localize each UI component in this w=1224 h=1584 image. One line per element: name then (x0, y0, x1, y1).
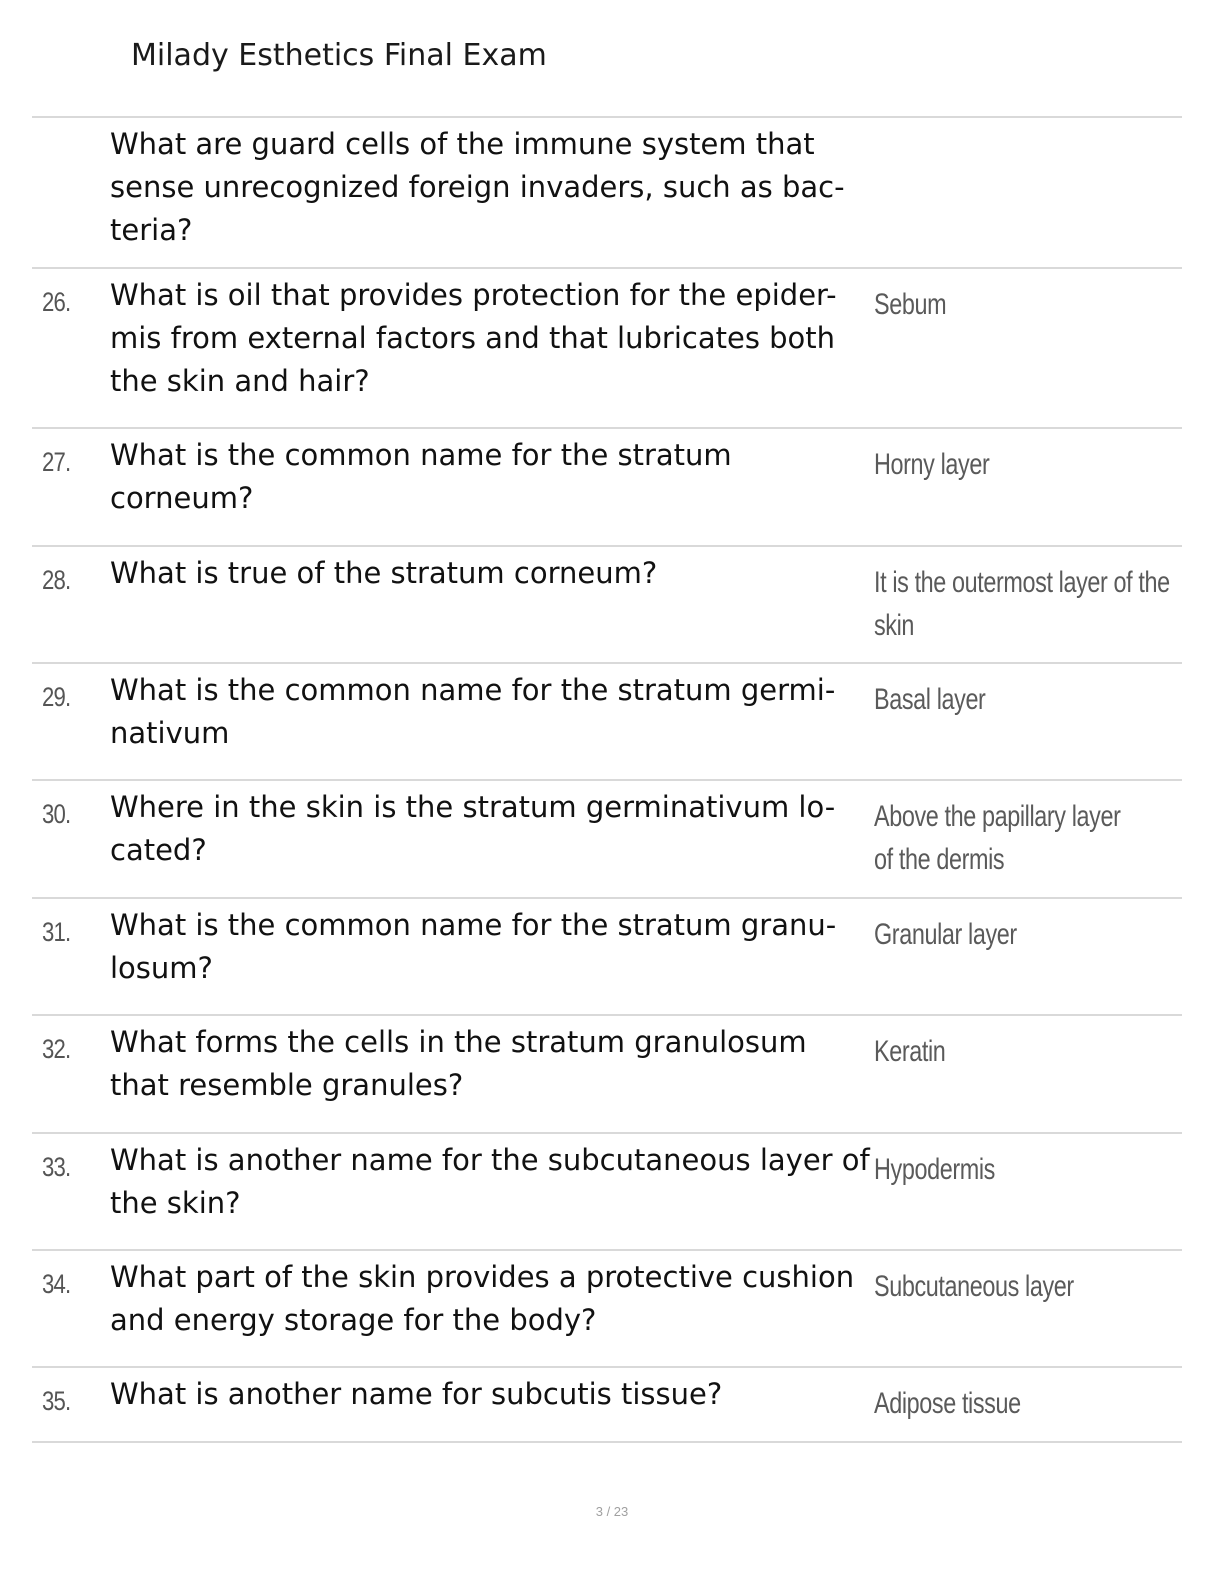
question-text: What is oil that provides protection for the epider-mis from external factors and that lubricates both the skin and hair? (110, 278, 837, 398)
qa-row (32, 429, 1182, 547)
answer-text: It is the outermost layer of the skin (874, 566, 1170, 642)
qa-table (32, 116, 1182, 1443)
question-text: What is the common name for the stratum corneum? (110, 438, 732, 515)
question-number: 32. (42, 1034, 71, 1064)
qa-row (32, 118, 1182, 269)
question-number: 31. (42, 917, 71, 947)
answer-text: Above the papillary layer of the dermis (874, 800, 1121, 876)
answer-text: Hypodermis (874, 1153, 995, 1186)
qa-row (32, 547, 1182, 664)
question-number: 30. (42, 799, 71, 829)
question-text: What forms the cells in the stratum granulosum that resemble granules? (110, 1025, 807, 1102)
question-text: Where in the skin is the stratum germinativum lo-cated? (110, 790, 836, 867)
question-text: What is true of the stratum corneum? (110, 556, 658, 590)
question-text: What is the common name for the stratum granu-losum? (110, 908, 837, 985)
question-text: What is another name for subcutis tissue? (110, 1377, 723, 1411)
question-number: 29. (42, 682, 71, 712)
question-number: 27. (42, 447, 71, 477)
qa-row (32, 781, 1182, 899)
question-number: 33. (42, 1152, 71, 1182)
qa-row (32, 1134, 1182, 1251)
answer-text: Subcutaneous layer (874, 1270, 1074, 1303)
question-text: What is the common name for the stratum germi-nativum (110, 673, 836, 750)
answer-text: Keratin (874, 1035, 946, 1068)
answer-text: Sebum (874, 288, 947, 321)
question-text: What are guard cells of the immune system that sense unrecognized foreign invaders, such as bac-teria? (110, 127, 845, 247)
qa-row (32, 899, 1182, 1016)
answer-text: Basal layer (874, 683, 986, 716)
question-number: 34. (42, 1269, 71, 1299)
answer-text: Horny layer (874, 448, 990, 481)
qa-row (32, 1016, 1182, 1134)
question-number: 35. (42, 1386, 71, 1416)
qa-row (32, 269, 1182, 429)
question-text: What is another name for the subcutaneous layer of the skin? (110, 1143, 870, 1220)
answer-text: Granular layer (874, 918, 1017, 951)
page-indicator: 3 / 23 (595, 1504, 629, 1519)
qa-row (32, 1251, 1182, 1368)
question-text: What part of the skin provides a protective cushion and energy storage for the body? (110, 1260, 855, 1337)
qa-row (32, 1368, 1182, 1443)
document-title: Milady Esthetics Final Exam (131, 38, 547, 73)
question-number: 28. (42, 565, 71, 595)
qa-row (32, 664, 1182, 781)
answer-text: Adipose tissue (874, 1387, 1021, 1420)
question-number: 26. (42, 287, 71, 317)
